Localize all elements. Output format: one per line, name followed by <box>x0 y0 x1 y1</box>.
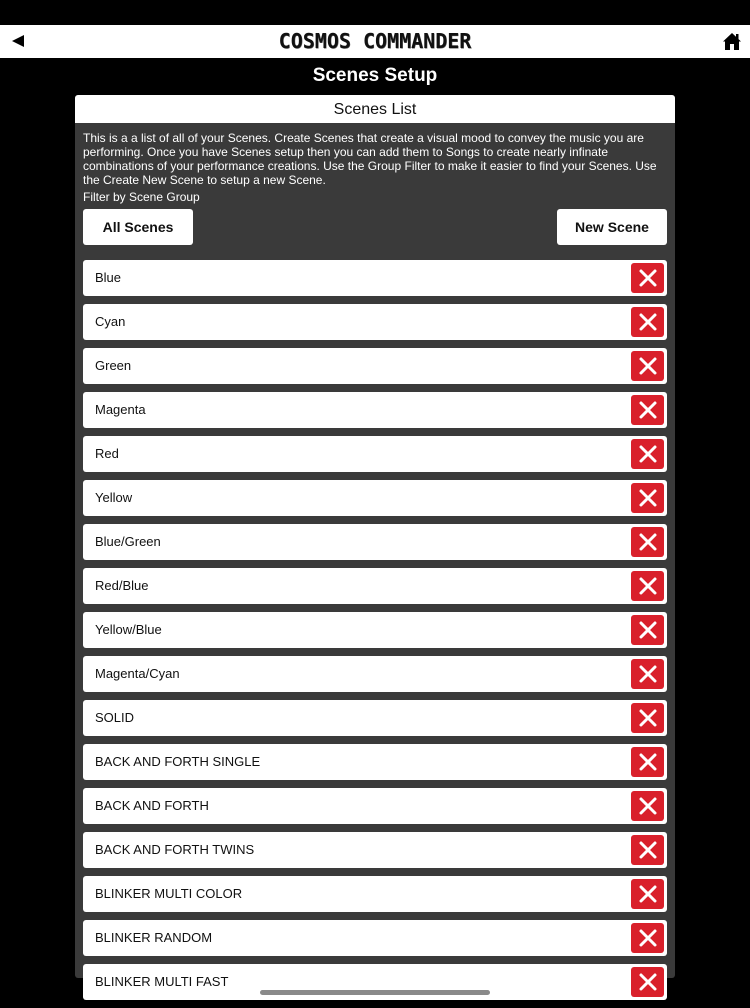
delete-scene-button[interactable] <box>631 879 664 909</box>
scene-row[interactable] <box>83 744 667 780</box>
scene-row[interactable] <box>83 568 667 604</box>
new-scene-button[interactable]: New Scene <box>557 209 667 245</box>
home-indicator[interactable] <box>260 990 490 995</box>
delete-scene-button[interactable] <box>631 747 664 777</box>
scene-row[interactable] <box>83 260 667 296</box>
scene-name[interactable]: Cyan <box>95 314 126 329</box>
scene-list <box>83 260 667 1008</box>
close-x-icon <box>639 929 657 947</box>
scene-row[interactable] <box>83 876 667 912</box>
filter-group-button[interactable]: All Scenes <box>83 209 193 245</box>
scene-row[interactable] <box>83 612 667 648</box>
scene-name[interactable]: BACK AND FORTH <box>95 798 209 813</box>
scene-name[interactable]: BLINKER RANDOM <box>95 930 213 945</box>
close-x-icon <box>639 357 657 375</box>
scene-name[interactable]: Blue <box>95 270 122 285</box>
scene-row[interactable] <box>83 656 667 692</box>
scene-name[interactable]: Yellow/Blue <box>95 622 162 637</box>
scene-row[interactable] <box>83 348 667 384</box>
close-x-icon <box>639 533 657 551</box>
scene-row[interactable] <box>83 480 667 516</box>
scene-name[interactable]: BLINKER MULTI FAST <box>95 974 229 989</box>
delete-scene-button[interactable] <box>631 351 664 381</box>
delete-scene-button[interactable] <box>631 263 664 293</box>
scene-row[interactable] <box>83 524 667 560</box>
delete-scene-button[interactable] <box>631 571 664 601</box>
scene-name[interactable]: BACK AND FORTH SINGLE <box>95 754 261 769</box>
scene-name[interactable]: Red/Blue <box>95 578 149 593</box>
app-title: COSMOS COMMANDER <box>278 29 472 53</box>
delete-scene-button[interactable] <box>631 923 664 953</box>
scene-name[interactable]: Magenta <box>95 402 146 417</box>
scene-row[interactable] <box>83 832 667 868</box>
scene-name[interactable]: Yellow <box>95 490 133 505</box>
scene-row[interactable] <box>83 304 667 340</box>
close-x-icon <box>639 313 657 331</box>
close-x-icon <box>639 709 657 727</box>
close-x-icon <box>639 489 657 507</box>
delete-scene-button[interactable] <box>631 615 664 645</box>
delete-scene-button[interactable] <box>631 527 664 557</box>
delete-scene-button[interactable] <box>631 791 664 821</box>
scene-name[interactable]: Magenta/Cyan <box>95 666 180 681</box>
close-x-icon <box>639 665 657 683</box>
scene-name[interactable]: BACK AND FORTH TWINS <box>95 842 255 857</box>
scene-name[interactable]: Blue/Green <box>95 534 161 549</box>
close-x-icon <box>639 577 657 595</box>
scene-row[interactable] <box>83 700 667 736</box>
navigation-bar <box>0 25 750 58</box>
close-x-icon <box>639 797 657 815</box>
scene-row[interactable] <box>83 788 667 824</box>
delete-scene-button[interactable] <box>631 835 664 865</box>
delete-scene-button[interactable] <box>631 439 664 469</box>
close-x-icon <box>639 621 657 639</box>
close-x-icon <box>639 269 657 287</box>
home-button[interactable] <box>720 30 744 52</box>
scene-row[interactable] <box>83 436 667 472</box>
delete-scene-button[interactable] <box>631 395 664 425</box>
close-x-icon <box>639 445 657 463</box>
panel-title: Scenes List <box>75 95 675 123</box>
delete-scene-button[interactable] <box>631 703 664 733</box>
close-x-icon <box>639 753 657 771</box>
delete-scene-button[interactable] <box>631 483 664 513</box>
scene-row[interactable] <box>83 920 667 956</box>
scene-name[interactable]: Red <box>95 446 119 461</box>
scene-row[interactable] <box>83 392 667 428</box>
close-x-icon <box>639 973 657 991</box>
delete-scene-button[interactable] <box>631 307 664 337</box>
close-x-icon <box>639 841 657 859</box>
scene-name[interactable]: BLINKER MULTI COLOR <box>95 886 243 901</box>
page-title: Scenes Setup <box>312 65 438 86</box>
scenes-panel <box>75 95 675 989</box>
home-icon <box>722 32 742 51</box>
close-x-icon <box>639 401 657 419</box>
scene-name[interactable]: SOLID <box>95 710 135 725</box>
action-button-row <box>83 209 667 245</box>
panel-description: This is a a list of all of your Scenes. Create Scenes that create a visual mood to convey the music you are performing. Once you have Scenes setup then you can add them to Songs to create nearly infinate combinations of your performance creations. Use the Group Filter to make it easier to find your Scenes. Use the Create New Scene to setup a new Scene. <box>83 131 657 187</box>
delete-scene-button[interactable] <box>631 967 664 997</box>
scene-name[interactable]: Green <box>95 358 132 373</box>
filter-label: Filter by Scene Group <box>83 190 200 204</box>
close-x-icon <box>639 885 657 903</box>
delete-scene-button[interactable] <box>631 659 664 689</box>
